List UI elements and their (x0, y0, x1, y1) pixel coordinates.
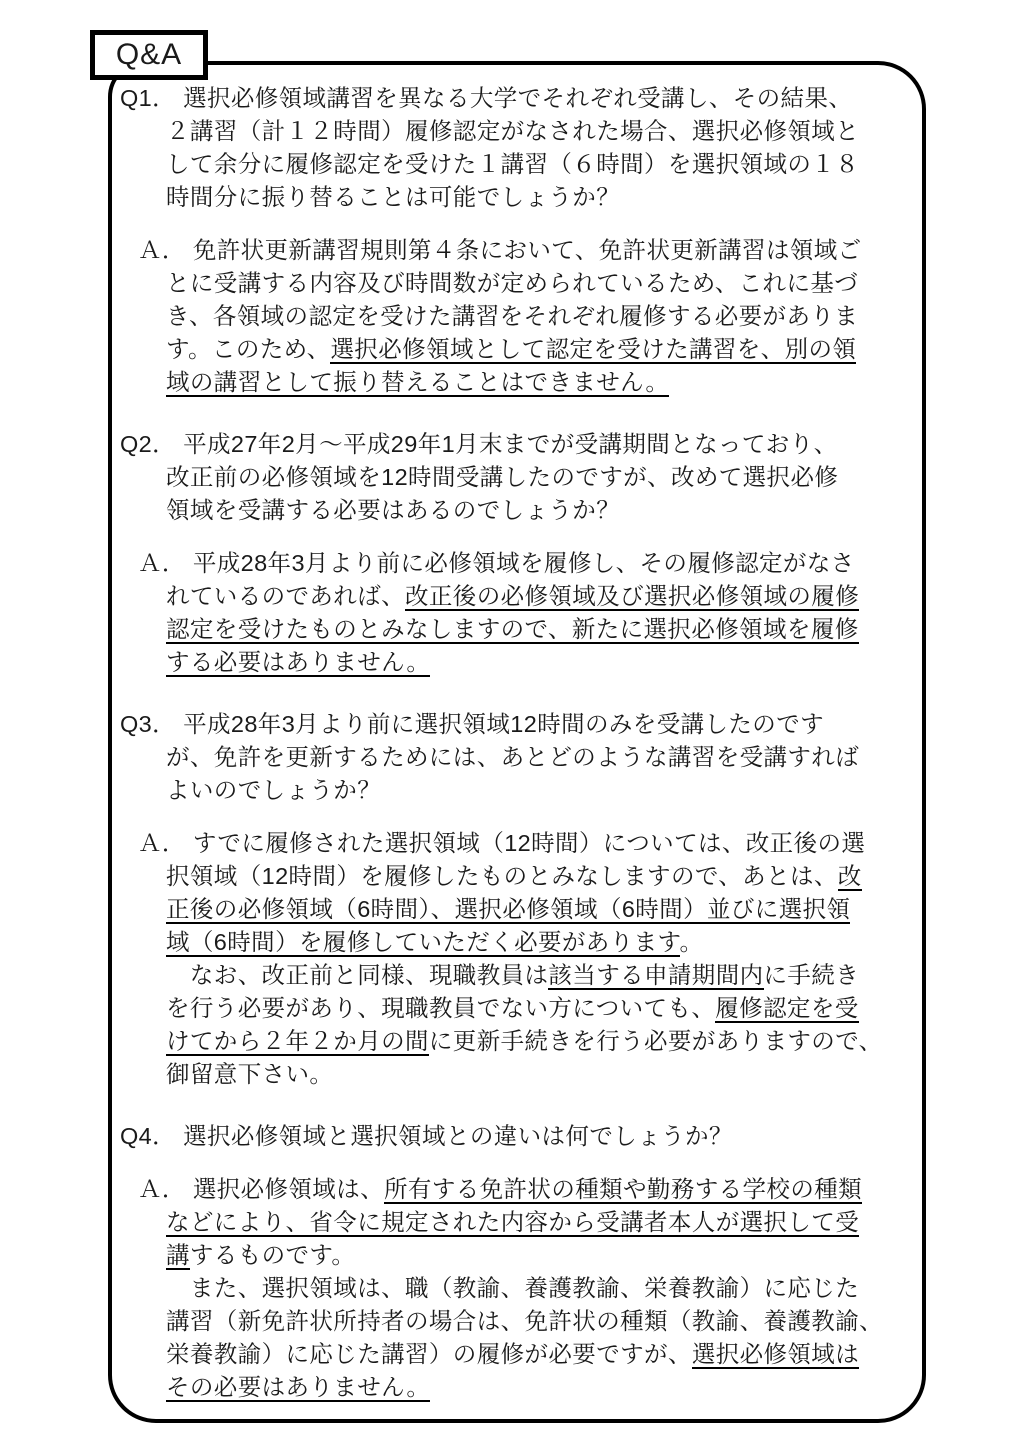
text-segment: に更新手続きを行う必要がありますので、 (428, 1028, 883, 1054)
q4-line-1 (120, 1120, 912, 1153)
a1-block (120, 234, 912, 399)
a2-label: Ａ． (138, 550, 186, 576)
text-segment: よいのでしょうか？ (166, 777, 382, 803)
text-segment: 栄養教諭）に応じた講習）の履修が必要ですが、 (166, 1341, 692, 1367)
text-segment: を行う必要があり、現職教員でない方についても、 (166, 995, 716, 1021)
underlined-text: 履修認定を受 (715, 995, 859, 1021)
q2-line-1 (120, 428, 912, 461)
a2-line-1 (138, 547, 912, 580)
text-segment: すでに履修された選択領域（12時間）については、改正後の選 (192, 830, 866, 856)
a4-block (120, 1173, 912, 1404)
text-segment: 選択必修領域と選択領域との違いは何でしょうか？ (183, 1123, 733, 1149)
text-segment: 時間分に振り替ることは可能でしょうか？ (166, 184, 621, 210)
a3-line-5 (166, 959, 912, 992)
text-segment: 。 (679, 929, 704, 955)
a2-line-4 (166, 646, 912, 679)
a4-line-4 (166, 1272, 912, 1305)
text-segment: れているのであれば、 (166, 583, 405, 609)
a2-block (120, 547, 912, 679)
q3-block (120, 708, 912, 807)
text-segment: に手続き (763, 962, 860, 988)
text-segment: 選択必修領域講習を異なる大学でそれぞれ受講し、その結果、 (183, 85, 853, 111)
q4-label: Q4． (120, 1123, 177, 1149)
q4-block (120, 1120, 912, 1153)
text-segment: 御留意下さい。 (166, 1061, 334, 1087)
a3-label: Ａ． (138, 830, 186, 856)
q1-label: Q1． (120, 85, 177, 111)
qa-title: Q&A (115, 38, 183, 71)
text-segment: また、選択領域は、職（教諭、養護教諭、栄養教諭）に応じた (166, 1275, 860, 1301)
a4-label: Ａ． (138, 1176, 186, 1202)
q1-line-2 (166, 115, 912, 148)
underlined-text: その必要はありません。 (166, 1374, 431, 1400)
a1-line-5 (166, 366, 912, 399)
a3-line-6 (166, 992, 912, 1025)
q1-line-1 (120, 82, 912, 115)
q2-line-2 (166, 461, 912, 494)
a3-line-2 (166, 860, 912, 893)
q2-line-3 (166, 494, 912, 527)
a2-line-3 (166, 613, 912, 646)
text-segment: 改正前の必修領域を12時間受講したのですが、改めて選択必修 (166, 464, 839, 490)
text-segment: 領域を受講する必要はあるのでしょうか？ (166, 497, 621, 523)
text-segment: 選択必修領域は、 (192, 1176, 385, 1202)
underlined-text: する必要はありません。 (166, 649, 431, 675)
a3-line-1 (138, 827, 912, 860)
underlined-text: などにより、省令に規定された内容から受講者本人が選択して受 (166, 1209, 860, 1235)
underlined-text: 講 (166, 1242, 190, 1268)
a3-line-8 (166, 1058, 912, 1091)
a1-line-3 (166, 300, 912, 333)
text-segment: 平成28年3月より前に選択領域12時間のみを受講したのです (183, 711, 825, 737)
underlined-text: けてから２年２か月の間 (166, 1028, 429, 1054)
a2-line-2 (166, 580, 912, 613)
a1-line-4 (166, 333, 912, 366)
text-segment: き、各領域の認定を受けた講習をそれぞれ履修する必要がありま (166, 303, 859, 329)
underlined-text: 該当する申請期間内 (548, 962, 764, 988)
q1-line-4 (166, 181, 912, 214)
underlined-text: 改正後の必修領域及び選択必修領域の履修 (405, 583, 860, 609)
q3-line-2 (166, 741, 912, 774)
a4-line-6 (166, 1338, 912, 1371)
underlined-text: 域（6時間）を履修していただく必要があります (166, 929, 680, 955)
q1-block (120, 82, 912, 214)
a4-line-7 (166, 1371, 912, 1404)
text-segment: 択領域（12時間）を履修したものとみなしますので、あとは、 (166, 863, 838, 889)
text-segment: するものです。 (189, 1242, 356, 1268)
qa-content (120, 82, 912, 1404)
q2-block (120, 428, 912, 527)
underlined-text: 域の講習として振り替えることはできません。 (166, 369, 670, 395)
a4-line-5 (166, 1305, 912, 1338)
q3-line-1 (120, 708, 912, 741)
q3-line-3 (166, 774, 912, 807)
text-segment: 平成27年2月～平成29年1月末までが受講期間となっており、 (183, 431, 838, 457)
underlined-text: 選択必修領域は (691, 1341, 860, 1367)
text-segment: が、免許を更新するためには、あとどのような講習を受講すれば (166, 744, 860, 770)
underlined-text: 認定を受けたものとみなしますので、新たに選択必修領域を履修 (166, 616, 859, 642)
text-segment: ２講習（計１２時間）履修認定がなされた場合、選択必修領域と (166, 118, 860, 144)
q1-line-3 (166, 148, 912, 181)
a1-line-1 (138, 234, 912, 267)
underlined-text: 改 (837, 863, 862, 889)
a3-block (120, 827, 912, 1091)
underlined-text: 選択必修領域として認定を受けた講習を、別の領 (330, 336, 857, 362)
a3-line-7 (166, 1025, 912, 1058)
text-segment: なお、改正前と同様、現職教員は (166, 962, 549, 988)
a3-line-3 (166, 893, 912, 926)
a4-line-3 (166, 1239, 912, 1272)
a1-line-2 (166, 267, 912, 300)
text-segment: 講習（新免許状所持者の場合は、免許状の種類（教諭、養護教諭、 (166, 1308, 883, 1334)
q3-label: Q3． (120, 711, 177, 737)
text-segment: とに受講する内容及び時間数が定められているため、これに基づ (166, 270, 859, 296)
text-segment: す。このため、 (166, 336, 331, 362)
text-segment: 平成28年3月より前に必修領域を履修し、その履修認定がなさ (192, 550, 855, 576)
a4-line-2 (166, 1206, 912, 1239)
underlined-text: 正後の必修領域（6時間）、選択必修領域（6時間）並びに選択領 (166, 896, 851, 922)
qa-title-box (90, 30, 208, 80)
underlined-text: 所有する免許状の種類や勤務する学校の種類 (384, 1176, 863, 1202)
a3-line-4 (166, 926, 912, 959)
a1-label: Ａ． (138, 237, 186, 263)
q2-label: Q2． (120, 431, 177, 457)
a4-line-1 (138, 1173, 912, 1206)
text-segment: 免許状更新講習規則第４条において、免許状更新講習は領域ご (192, 237, 862, 263)
text-segment: して余分に履修認定を受けた１講習（６時間）を選択領域の１８ (166, 151, 860, 177)
